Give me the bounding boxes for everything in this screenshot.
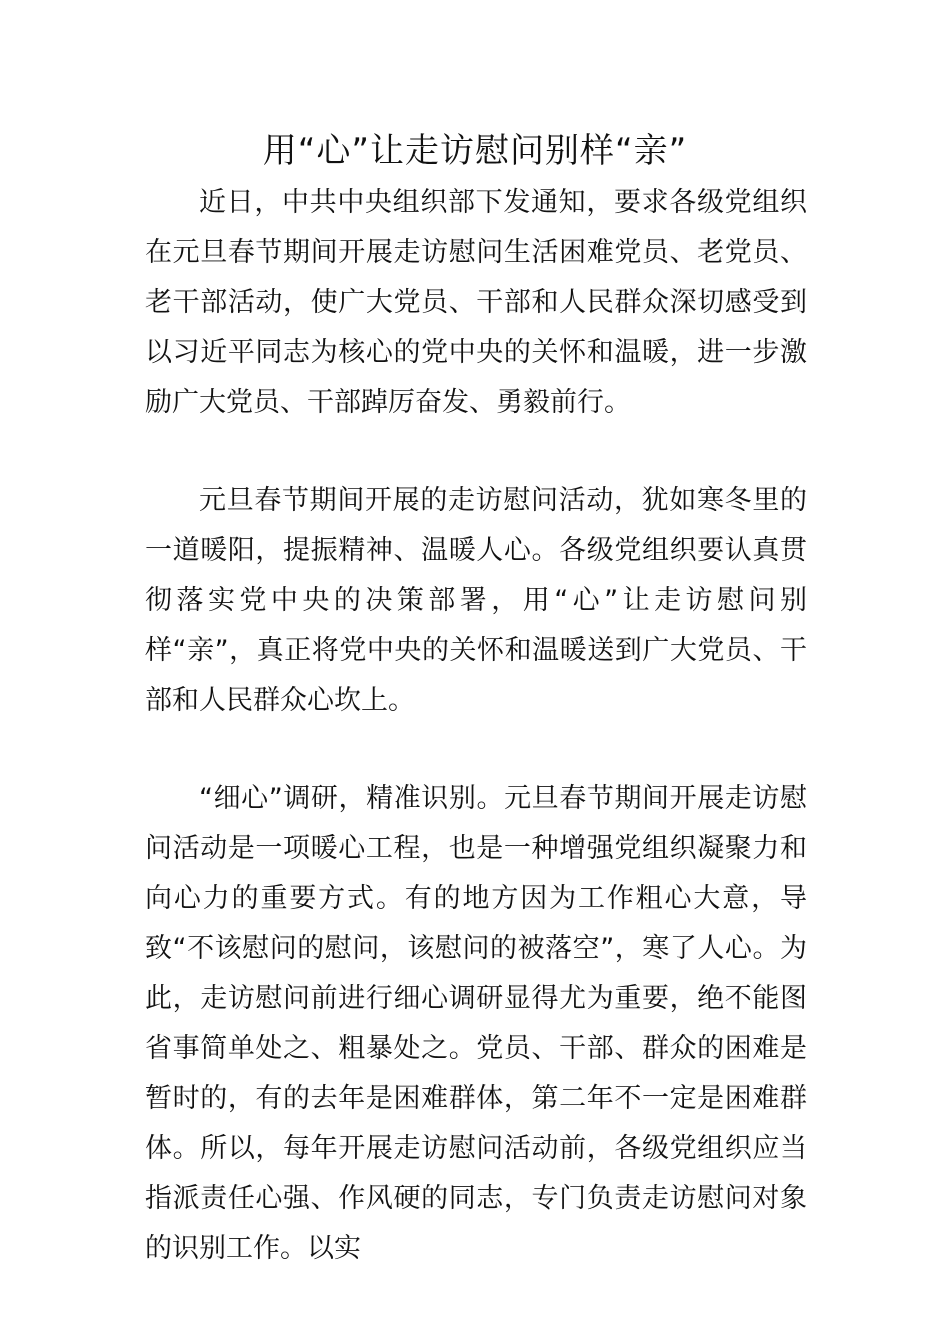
document-title: 用“心”让走访慰问别样“亲”: [262, 131, 688, 171]
paragraph-1: 近日，中共中央组织部下发通知，要求各级党组织在元旦春节期间开展走访慰问生活困难党员、老党员、老干部活动，使广大党员、干部和人民群众深切感受到以习近平同志为核心的党中央的关怀和温暖，进一步激励广大党员、干部踔厉奋发、勇毅前行。: [145, 187, 807, 418]
paragraph-3-block: [145, 774, 807, 1274]
paragraph-2: 元旦春节期间开展的走访慰问活动，犹如寒冬里的一道暖阳，提振精神、温暖人心。各级党组织要认真贯彻落实党中央的决策部署，用“心”让走访慰问别样“亲”，真正将党中央的关怀和温暖送到广大党员、干部和人民群众心坎上。: [145, 485, 807, 716]
paragraph-1-block: [145, 178, 807, 428]
paragraph-3: “细心”调研，精准识别。元旦春节期间开展走访慰问活动是一项暖心工程，也是一种增强党组织凝聚力和向心力的重要方式。有的地方因为工作粗心大意，导致“不该慰问的慰问，该慰问的被落空”，寒了人心。为此，走访慰问前进行细心调研显得尤为重要，绝不能图省事简单处之、粗暴处之。党员、干部、群众的困难是暂时的，有的去年是困难群体，第二年不一定是困难群体。所以，每年开展走访慰问活动前，各级党组织应当指派责任心强、作风硬的同志，专门负责走访慰问对象的识别工作。以实: [145, 783, 807, 1264]
paragraph-2-block: [145, 476, 807, 726]
